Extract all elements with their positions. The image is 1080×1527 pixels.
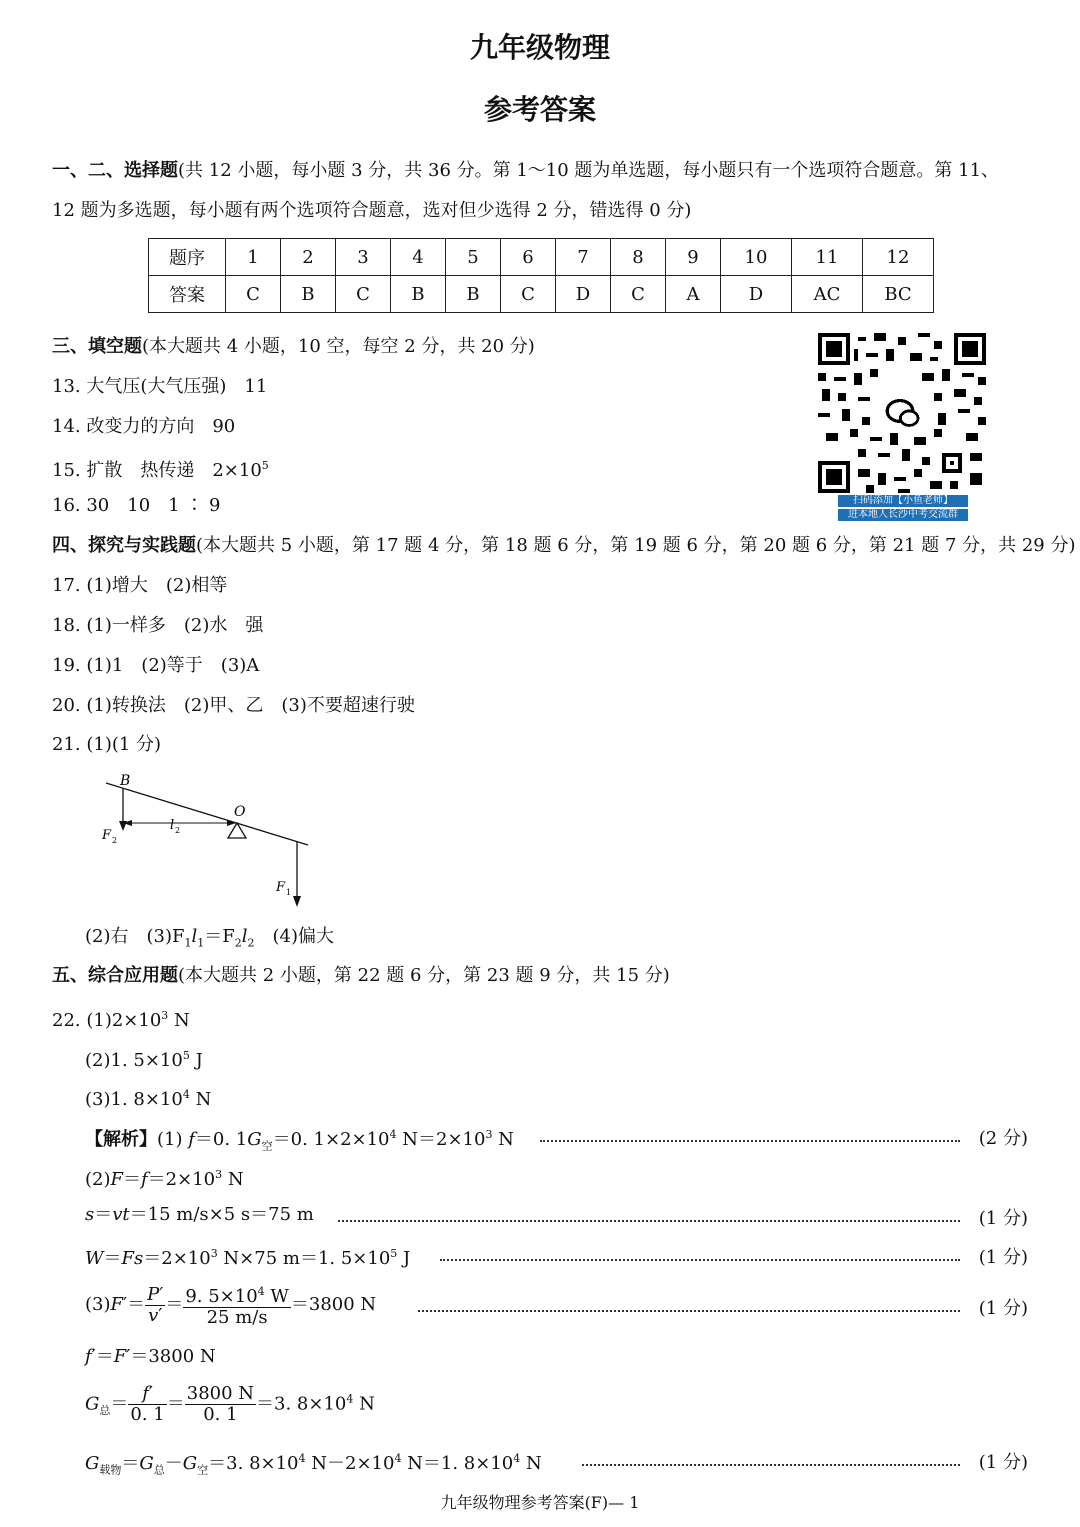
answer-q15-text: 15. 扩散 热传递 2×10: [52, 460, 262, 481]
svg-text:2: 2: [112, 836, 118, 845]
leader-dots: [338, 1220, 960, 1222]
section1-desc2: 12 题为多选题，每小题有两个选项符合题意，选对但少选得 2 分，错选得 0 分): [52, 200, 692, 221]
row-label-answer: 答案: [149, 276, 226, 313]
leader-dots: [418, 1310, 960, 1312]
section5-desc: (本大题共 2 小题，第 22 题 6 分，第 23 题 9 分，共 15 分): [178, 965, 670, 986]
lever-diagram: [90, 765, 330, 915]
qr-caption-1: 扫码添加【小鱼老师】: [838, 495, 968, 507]
answer-table: [148, 238, 934, 313]
table-cell: 2: [281, 239, 336, 276]
page-footer: 九年级物理参考答案(F)— 1: [440, 1493, 640, 1512]
table-cell: A: [666, 276, 721, 313]
section4-line: [52, 535, 1076, 557]
solution-line-2: $(2)F=f=2\times 10^3$ N: [85, 1168, 244, 1190]
answer-q15-exp: 5: [261, 459, 269, 472]
label-l2: l: [170, 818, 175, 833]
table-row: [149, 276, 934, 313]
solution-line-5: (3)F′＝ $\frac{P'}{v'}$ ＝ $\frac{9. 5\times 10^4 W}{25 m/s}$ ＝3800 N: [85, 1283, 377, 1328]
solution-label: 【解析】: [85, 1129, 157, 1150]
answer-q20: 20. (1)转换法 (2)甲、乙 (3)不要超速行驶: [52, 695, 415, 716]
answer-q13: 13. 大气压(大气压强) 11: [52, 376, 268, 397]
section4-desc: (本大题共 5 小题，第 17 题 4 分，第 18 题 6 分，第 19 题 6 分，第 20 题 6 分，第 21 题 7 分，共 29 分): [196, 535, 1076, 556]
section4-heading: 四、探究与实践题: [52, 535, 196, 556]
page-subtitle: 参考答案: [483, 93, 596, 126]
row-label-number: 题序: [149, 239, 226, 276]
table-cell: 10: [721, 239, 792, 276]
answer-q17: 17. (1)增大 (2)相等: [52, 575, 228, 596]
table-cell: 1: [226, 239, 281, 276]
table-cell: 7: [556, 239, 611, 276]
answer-q19: 19. (1)1 (2)等于 (3)A: [52, 655, 260, 676]
table-cell: 5: [446, 239, 501, 276]
answer-q14: 14. 改变力的方向 90: [52, 416, 236, 437]
table-cell: 4: [391, 239, 446, 276]
section1-desc1: (共 12 小题，每小题 3 分，共 36 分。第 1～10 题为单选题，每小题只有一个选项符合题意。第 11、: [178, 160, 1000, 181]
answer-q21-rest: (2)右 $(3)F_1l_1=F_2l_2$ (4)偏大: [85, 926, 335, 950]
answer-q15: [52, 455, 269, 482]
table-cell: D: [721, 276, 792, 313]
page-title: 九年级物理: [469, 31, 610, 64]
points-2: (2 分): [978, 1128, 1028, 1149]
answer-q22-3: (3)1. $8\times 10^4$ N: [85, 1088, 212, 1110]
points-1: (1 分): [978, 1247, 1028, 1268]
answer-q21: 21. (1)(1 分): [52, 734, 162, 755]
table-cell: 12: [863, 239, 934, 276]
solution-line-3: s＝vt＝15 m/s×5 s＝75 m: [85, 1204, 314, 1225]
points-1: (1 分): [978, 1298, 1028, 1319]
section1-heading: 一、二、选择题: [52, 160, 178, 181]
points-1: (1 分): [978, 1452, 1028, 1473]
table-cell: 8: [611, 239, 666, 276]
points-1: (1 分): [978, 1208, 1028, 1229]
label-f1: F: [276, 880, 286, 895]
answer-q18: 18. (1)一样多 (2)水 强: [52, 615, 264, 636]
section5-line: [52, 965, 670, 987]
table-cell: C: [336, 276, 391, 313]
answer-q22-2: (2)1. $5\times 10^5$ J: [85, 1049, 203, 1071]
svg-text:1: 1: [286, 888, 292, 897]
section5-heading: 五、综合应用题: [52, 965, 178, 986]
svg-text:2: 2: [175, 826, 181, 835]
table-cell: B: [281, 276, 336, 313]
qr-code-image: [818, 333, 986, 493]
table-cell: B: [391, 276, 446, 313]
table-cell: BC: [863, 276, 934, 313]
table-cell: B: [446, 276, 501, 313]
table-cell: AC: [792, 276, 863, 313]
qr-caption-2: 进本地人长沙中考交流群: [838, 509, 968, 521]
answer-q22-1-text: 22. (1)2×10: [52, 1010, 162, 1031]
solution-line-4: $W=Fs=2\times 10^3$ N×75 m＝1. $5\times 10^5$ J: [85, 1247, 411, 1269]
section3-line: [52, 336, 535, 358]
leader-dots: [582, 1464, 960, 1466]
answer-q22-1: 22. $(1)2\times 10^3$ N: [52, 1009, 190, 1031]
table-cell: 11: [792, 239, 863, 276]
lever-bar: [106, 783, 308, 845]
solution-line-1: 【解析】(1) f＝0. $1G_空=0$. $1\times 2\times 10^4$ $N=2\times 10^3$ N: [85, 1128, 514, 1153]
solution-line-8: $G_{载物}=G_总-G_空=3$. $8\times 10^4$ $N-2\times 10^4$ N＝1. $8\times 10^4$ N: [85, 1452, 542, 1477]
answer-q21-part2: (2)右 (3)F: [85, 926, 185, 947]
label-f2: F: [102, 828, 112, 843]
table-cell: 9: [666, 239, 721, 276]
table-cell: 3: [336, 239, 391, 276]
label-b: B: [120, 773, 131, 789]
solution-line-7: $G_总=$ $\frac{f'}{0. 1}$ ＝ $\frac{3800 N}{0. 1}$ ＝3. $8\times 10^4$ N: [85, 1383, 375, 1425]
leader-dots: [440, 1259, 960, 1261]
table-cell: D: [556, 276, 611, 313]
section3-heading: 三、填空题: [52, 336, 142, 357]
answer-q22-3-text: (3)1. 8×10: [85, 1089, 183, 1110]
leader-dots: [540, 1140, 960, 1142]
label-o: O: [234, 804, 246, 820]
table-cell: C: [611, 276, 666, 313]
table-row: [149, 239, 934, 276]
table-cell: 6: [501, 239, 556, 276]
table-cell: C: [501, 276, 556, 313]
solution-line-6: f′＝F′＝3800 N: [85, 1346, 216, 1367]
table-cell: C: [226, 276, 281, 313]
section3-desc: (本大题共 4 小题，10 空，每空 2 分，共 20 分): [142, 336, 535, 357]
answer-q16: 16. 30 10 1 ∶ 9: [52, 495, 221, 516]
answer-q21-part4: (4)偏大: [272, 926, 335, 947]
section1-line1: [52, 160, 999, 182]
answer-q22-2-text: (2)1. 5×10: [85, 1050, 183, 1071]
